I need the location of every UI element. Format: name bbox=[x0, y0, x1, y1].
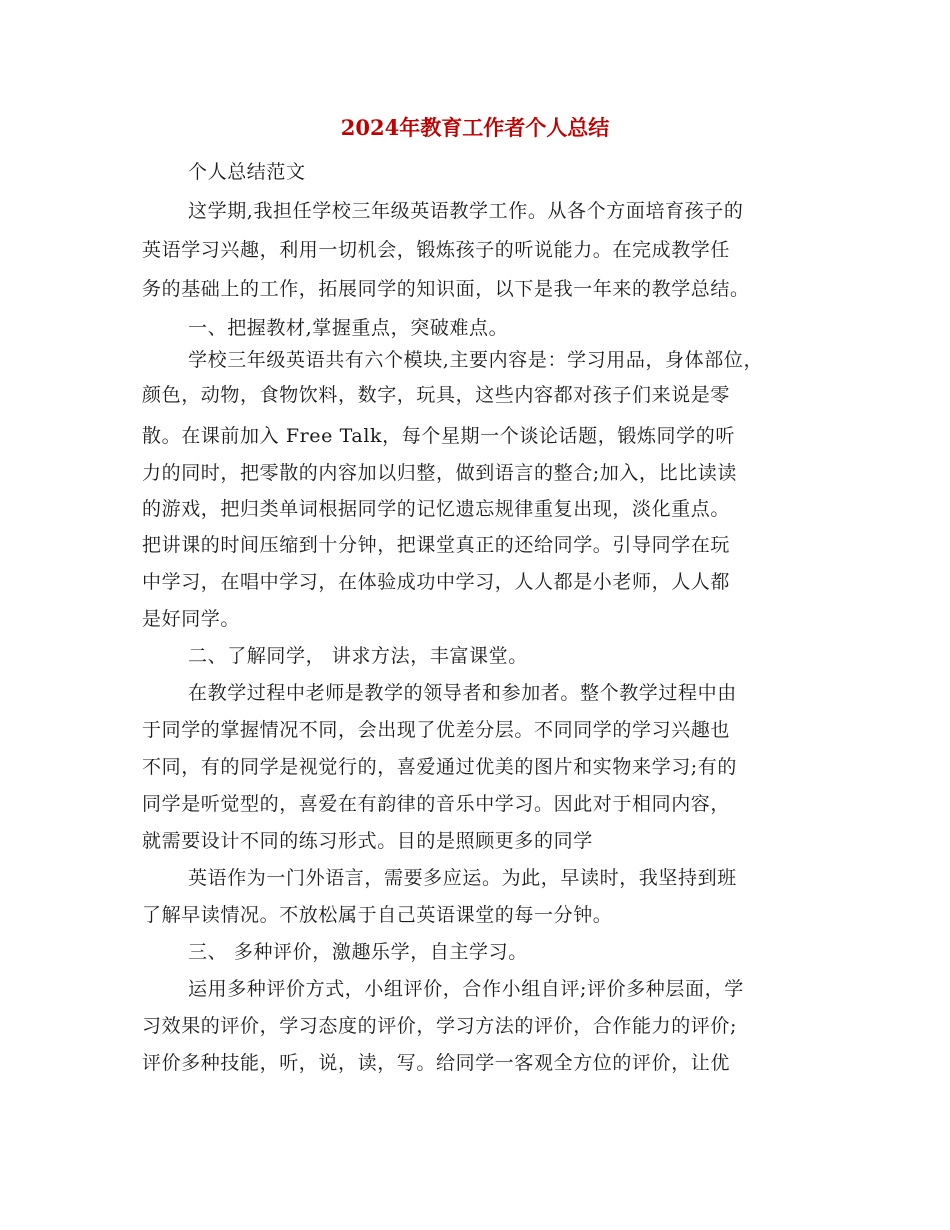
paragraph-line: 就需要设计不同的练习形式。目的是照顾更多的同学 bbox=[142, 830, 593, 852]
paragraph-line: 个人总结范文 bbox=[188, 161, 306, 183]
paragraph-line: 同学是听觉型的，喜爱在有韵律的音乐中学习。因此对于相同内容， bbox=[142, 793, 731, 815]
paragraph-line: 这学期,我担任学校三年级英语教学工作。从各个方面培育孩子的 bbox=[188, 200, 744, 222]
paragraph-line: 颜色，动物，食物饮料，数字，玩具，这些内容都对孩子们来说是零 bbox=[142, 384, 731, 406]
paragraph-line: 习效果的评价，学习态度的评价，学习方法的评价，合作能力的评价; bbox=[142, 1015, 738, 1037]
paragraph-line: 运用多种评价方式，小组评价，合作小组自评;评价多种层面，学 bbox=[188, 978, 744, 1000]
paragraph-line: 在教学过程中老师是教学的领导者和参加者。整个教学过程中由 bbox=[188, 682, 737, 704]
paragraph-line: 不同，有的同学是视觉行的，喜爱通过优美的图片和实物来学习;有的 bbox=[142, 756, 738, 778]
paragraph-line: 把讲课的时间压缩到十分钟，把课堂真正的还给同学。引导同学在玩 bbox=[142, 534, 731, 556]
paragraph-line: 了解早读情况。不放松属于自己英语课堂的每一分钟。 bbox=[142, 904, 613, 926]
paragraph-line: 是好同学。 bbox=[142, 608, 241, 630]
paragraph-line: 中学习，在唱中学习，在体验成功中学习，人人都是小老师，人人都 bbox=[142, 571, 731, 593]
paragraph-line: 散。在课前加入 Free Talk，每个星期一个谈论话题，锻炼同学的听 bbox=[142, 425, 735, 447]
document-title: 2024年教育工作者个人总结 bbox=[340, 115, 610, 140]
paragraph-line: 评价多种技能，听，说，读，写。给同学一客观全方位的评价，让优 bbox=[142, 1052, 731, 1074]
section-heading-1: 一、把握教材,掌握重点，突破难点。 bbox=[188, 317, 509, 339]
paragraph-line: 英语学习兴趣，利用一切机会，锻炼孩子的听说能力。在完成教学任 bbox=[142, 239, 731, 261]
paragraph-line: 学校三年级英语共有六个模块,主要内容是：学习用品，身体部位， bbox=[188, 349, 764, 371]
paragraph-line: 英语作为一门外语言，需要多应运。为此，早读时，我坚持到班 bbox=[188, 867, 737, 889]
paragraph-line: 的游戏，把归类单词根据同学的记忆遗忘规律重复出现，淡化重点。 bbox=[142, 498, 731, 520]
section-heading-2: 二、了解同学， 讲求方法，丰富课堂。 bbox=[188, 645, 528, 667]
section-heading-3: 三、 多种评价，激趣乐学，自主学习。 bbox=[188, 941, 528, 963]
paragraph-line: 务的基础上的工作，拓展同学的知识面，以下是我一年来的教学总结。 bbox=[142, 278, 750, 300]
paragraph-line: 于同学的掌握情况不同，会出现了优差分层。不同同学的学习兴趣也 bbox=[142, 719, 731, 741]
paragraph-line: 力的同时，把零散的内容加以归整，做到语言的整合;加入，比比读读 bbox=[142, 462, 738, 484]
